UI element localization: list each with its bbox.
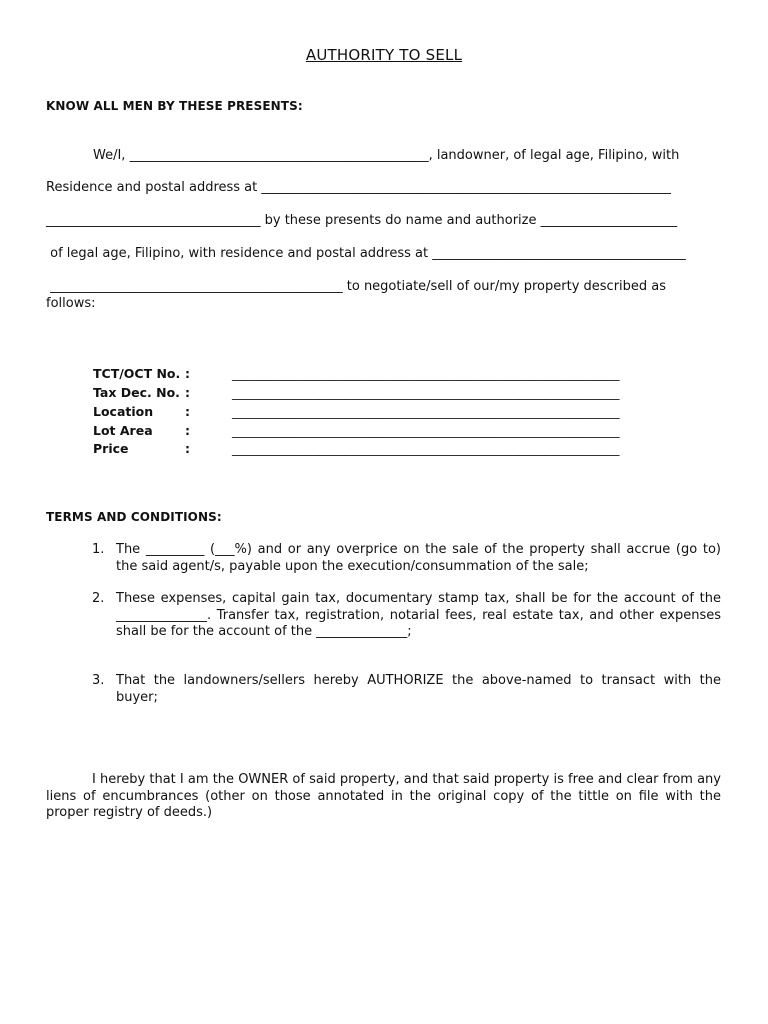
terms-heading: TERMS AND CONDITIONS:: [46, 510, 222, 524]
intro-line-5: _____________________________________________ to negotiate/sell of our/my property described as: [46, 279, 667, 294]
field-label: Tax Dec. No.: [93, 385, 180, 400]
field-blank: ______________________________________________________________: [232, 366, 620, 381]
intro-line-2: Residence and postal address at _______________________________________________________________: [46, 180, 671, 195]
intro-line-4: of legal age, Filipino, with residence and postal address at _______________________________________: [46, 246, 686, 261]
field-price: [93, 441, 673, 460]
field-colon: :: [185, 385, 190, 400]
field-colon: :: [185, 423, 190, 438]
field-lot-area: [93, 423, 673, 442]
term-text: That the landowners/sellers hereby AUTHORIZE the above-named to transact with the buyer;: [116, 673, 721, 705]
field-colon: :: [185, 404, 190, 419]
field-blank: ______________________________________________________________: [232, 385, 620, 400]
field-label: TCT/OCT No.: [93, 366, 181, 381]
owner-declaration: I hereby that I am the OWNER of said property, and that said property is free and clear from any liens of encumbrances (other on those annotated in the original copy of the tittle on file with the proper registry of deeds.): [46, 772, 721, 820]
intro-line-1: We/I, ______________________________________________, landowner, of legal age, Filipino, with: [93, 148, 680, 163]
document-title: AUTHORITY TO SELL: [305, 46, 463, 64]
term-number: 3.: [92, 673, 105, 688]
field-blank: ______________________________________________________________: [232, 423, 620, 438]
intro-line-6: follows:: [46, 296, 96, 311]
field-tct-oct: [93, 366, 673, 385]
field-colon: :: [185, 441, 190, 456]
term-number: 2.: [92, 591, 105, 606]
field-colon: :: [185, 366, 190, 381]
field-blank: ______________________________________________________________: [232, 441, 620, 456]
field-label: Lot Area: [93, 423, 153, 438]
term-text: These expenses, capital gain tax, documentary stamp tax, shall be for the account of the ______________. Transfer tax, registration, notarial fees, real estate tax, and other expenses shall be for the account of the ______________;: [116, 591, 721, 639]
field-blank: ______________________________________________________________: [232, 404, 620, 419]
term-number: 1.: [92, 542, 105, 557]
term-text: The _________ (___%) and or any overprice on the sale of the property shall accrue (go to) the said agent/s, payable upon the execution/consummation of the sale;: [116, 542, 721, 574]
field-tax-dec: [93, 385, 673, 404]
field-label: Location: [93, 404, 154, 419]
field-location: [93, 404, 673, 423]
intro-heading: KNOW ALL MEN BY THESE PRESENTS:: [46, 99, 303, 113]
field-label: Price: [93, 441, 129, 456]
intro-line-3: _________________________________ by these presents do name and authorize _____________________: [46, 213, 678, 228]
